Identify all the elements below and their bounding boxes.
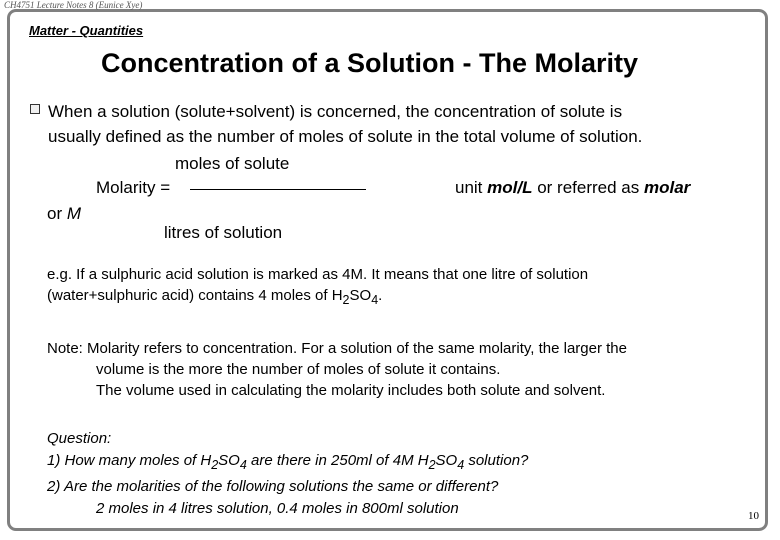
subscript: 4 [239,458,247,472]
or-text: or [47,204,67,223]
example-line-1: e.g. If a sulphuric acid solution is marked as 4M. It means that one litre of solution [47,266,589,283]
example-line-2 [47,285,588,311]
question-heading: Question: [47,430,112,447]
unit-text [455,178,690,198]
section-heading: Matter - Quantities [29,23,144,38]
note-paragraph [47,338,627,401]
unit-value: mol/L [487,178,533,197]
subscript: 2 [342,293,350,307]
subscript: 2 [211,458,219,472]
question-text: 1) How many moles of H [47,452,212,469]
note-line-2: volume is the more the number of moles of solute it contains. [96,361,501,378]
subscript: 4 [371,293,379,307]
example-text: . [378,287,383,304]
unit-term: molar [643,178,691,197]
subscript: 4 [457,458,465,472]
formula-label: Molarity = [96,178,171,197]
question-text: SO [435,452,458,469]
subscript: 2 [428,458,436,472]
intro-line-2: usually defined as the number of moles of solute in the total volume of solution. [48,127,643,146]
question-2: 2) Are the molarities of the following solutions the same or different? [47,478,499,495]
question-text: are there in 250ml of 4M H [246,452,429,469]
page-number: 10 [748,510,759,522]
fraction-line [190,189,366,190]
question-2-detail: 2 moles in 4 litres solution, 0.4 moles in 800ml solution [96,500,459,517]
question-block [47,428,528,520]
formula-denominator: litres of solution [164,223,283,242]
unit-prefix: unit [455,178,488,197]
or-symbol: M [66,204,82,223]
formula-numerator: moles of solute [175,154,290,173]
bullet-icon [30,104,40,114]
page-title: Concentration of a Solution - The Molarity [101,48,638,78]
header-note: CH4751 Lecture Notes 8 (Eunice Xye) [4,0,143,10]
question-1 [47,450,528,476]
or-m-text [47,204,81,224]
example-paragraph [47,264,588,311]
intro-paragraph [48,99,642,149]
note-line-1: Note: Molarity refers to concentration. For a solution of the same molarity, the larger the [47,340,627,357]
example-text: (water+sulphuric acid) contains 4 moles of H [47,287,343,304]
example-text: SO [349,287,372,304]
intro-line-1: When a solution (solute+solvent) is concerned, the concentration of solute is [48,102,623,121]
question-text: SO [218,452,240,469]
unit-mid: or referred as [532,178,644,197]
question-text: solution? [464,452,529,469]
note-line-3: The volume used in calculating the molarity includes both solute and solvent. [96,382,606,399]
